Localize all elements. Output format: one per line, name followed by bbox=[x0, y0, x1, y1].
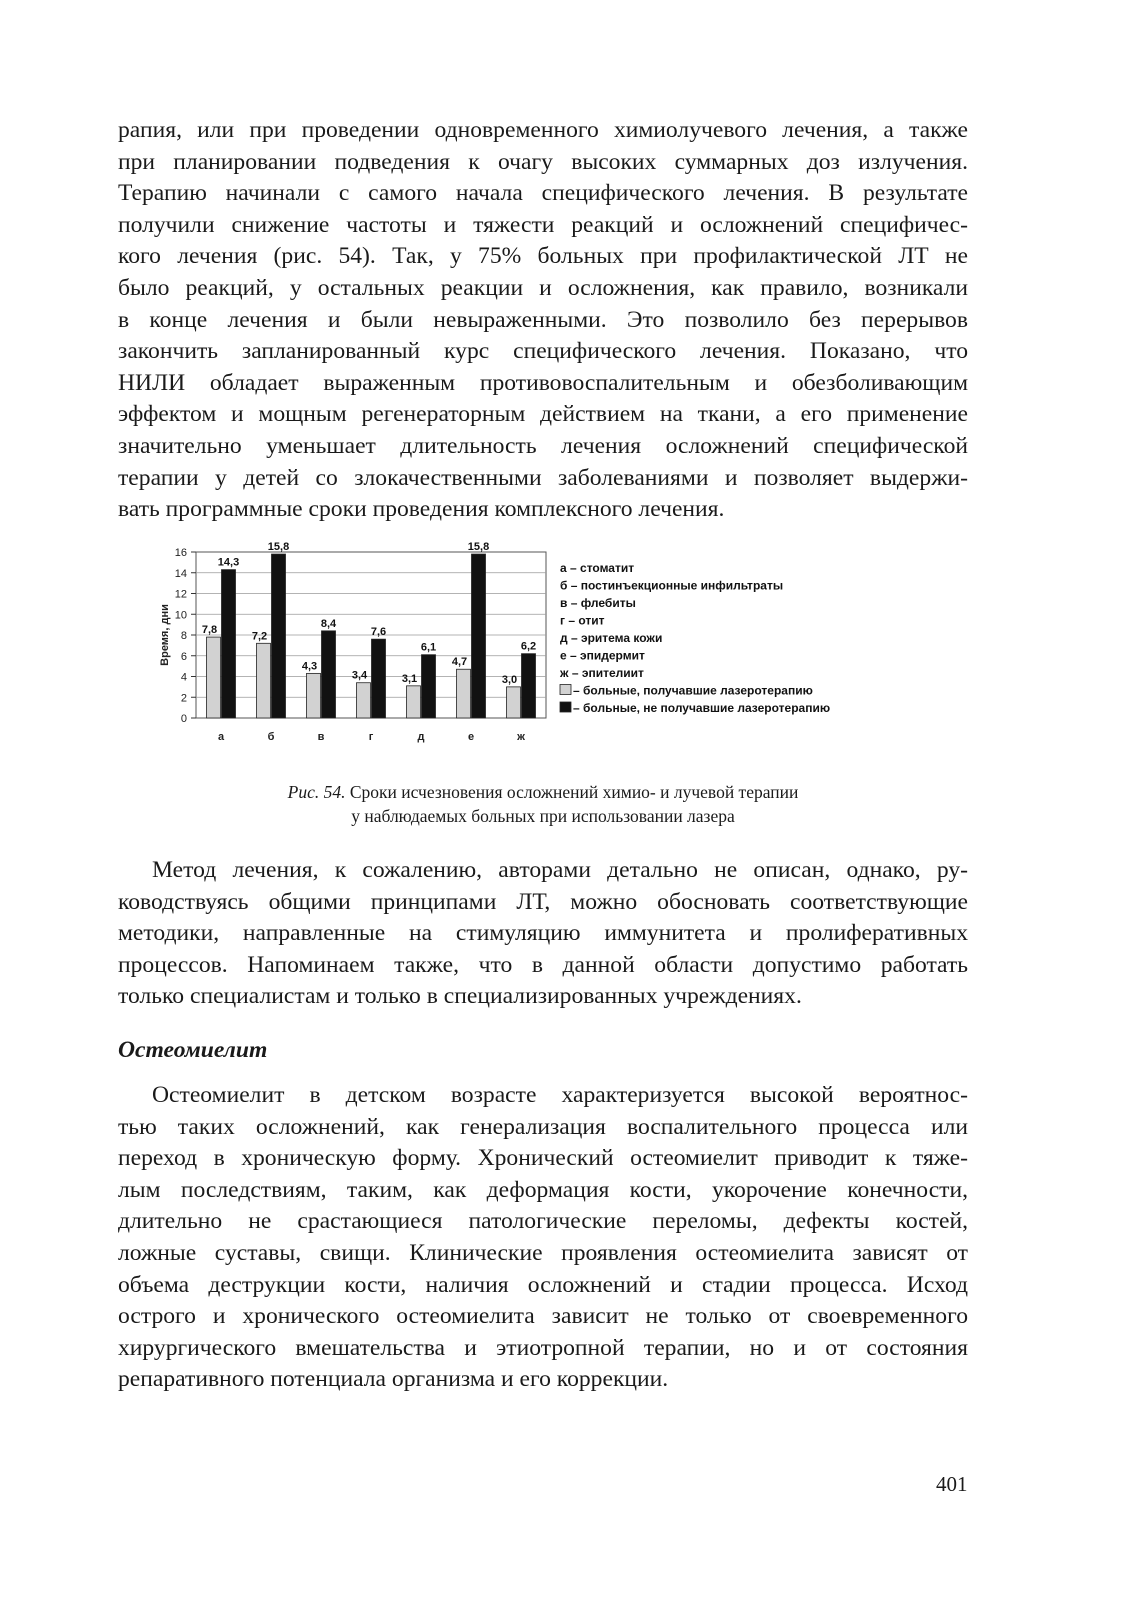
text-line: закончить запланированный курс специфического лечения. Показано, что bbox=[118, 338, 968, 365]
data-label: 7,6 bbox=[370, 626, 387, 639]
data-label: 15,8 bbox=[467, 541, 490, 554]
data-label: 8,4 bbox=[320, 617, 337, 630]
text-line: получили снижение частоты и тяжести реакций и осложнений специфичес- bbox=[118, 211, 968, 238]
x-tick-label: в bbox=[317, 731, 325, 743]
caption-line-2: у наблюдаемых больных при использовании лазера bbox=[351, 806, 735, 826]
bar bbox=[307, 673, 321, 718]
bar-chart bbox=[150, 532, 910, 752]
y-tick-label: 12 bbox=[174, 588, 187, 601]
legend-category: а – стоматит bbox=[560, 561, 635, 575]
text-line: острого и хронического остеомиелита зависит не только от своевременного bbox=[118, 1303, 968, 1330]
data-label: 7,2 bbox=[251, 630, 268, 643]
section-heading: Остеомиелит bbox=[118, 1037, 268, 1063]
text-line: значительно уменьшает длительность лечения осложнений специфической bbox=[118, 432, 968, 459]
text-line: объема деструкции кости, наличия осложнений и стадии процесса. Исход bbox=[118, 1271, 968, 1298]
text-line: ложные суставы, свищи. Клинические проявления остеомиелита зависят от bbox=[118, 1239, 968, 1266]
text-line: при планировании подведения к очагу высоких суммарных доз излучения. bbox=[118, 148, 968, 175]
bar bbox=[522, 654, 536, 718]
legend-swatch bbox=[560, 685, 571, 695]
data-label: 6,2 bbox=[520, 640, 537, 653]
y-tick-label: 2 bbox=[180, 692, 187, 705]
bar bbox=[457, 669, 471, 718]
bar bbox=[322, 631, 336, 718]
data-label: 4,3 bbox=[301, 660, 318, 673]
data-label: 15,8 bbox=[267, 541, 290, 554]
figure-caption bbox=[118, 780, 968, 828]
text-line: длительно не срастающиеся патологические переломы, дефекты костей, bbox=[118, 1208, 968, 1235]
y-tick-label: 0 bbox=[180, 713, 187, 725]
data-label: 14,3 bbox=[217, 556, 240, 569]
data-label: 7,8 bbox=[201, 624, 218, 637]
text-line: вать программные сроки проведения комплексного лечения. bbox=[118, 496, 725, 523]
legend-swatch bbox=[560, 702, 571, 712]
bar bbox=[372, 639, 386, 718]
legend-series-label: – больные, получавшие лазеротерапию bbox=[573, 683, 813, 698]
y-tick-label: 16 bbox=[174, 547, 187, 559]
legend-category: е – эпидермит bbox=[560, 648, 645, 663]
paragraph-3 bbox=[118, 1080, 968, 1396]
text-line: НИЛИ обладает выраженным противовоспалительным и обезболивающим bbox=[118, 369, 968, 396]
text-line: процессов. Напоминаем также, что в данной области допустимо работать bbox=[118, 951, 968, 978]
legend-category: б – постинъекционные инфильтраты bbox=[560, 578, 784, 593]
data-label: 3,1 bbox=[401, 672, 418, 685]
chart-plot-area bbox=[159, 541, 546, 743]
page-number: 401 bbox=[936, 1472, 968, 1496]
legend-category: ж – эпителиит bbox=[560, 666, 644, 680]
x-tick-label: б bbox=[267, 731, 275, 743]
paragraph-1 bbox=[118, 115, 968, 526]
text-line: методики, направленные на стимуляцию иммунитета и пролиферативных bbox=[118, 920, 968, 947]
text-line: эффектом и мощным регенераторным действием на ткани, а его применение bbox=[118, 401, 968, 428]
bar bbox=[507, 687, 521, 718]
bar bbox=[422, 655, 436, 718]
paragraph-2 bbox=[118, 855, 968, 1013]
text-line: только специалистам и только в специализированных учреждениях. bbox=[118, 983, 802, 1010]
legend-category: д – эритема кожи bbox=[560, 631, 663, 645]
y-tick-label: 14 bbox=[174, 567, 187, 580]
text-line: терапии у детей со злокачественными заболеваниями и позволяет выдержи- bbox=[118, 464, 968, 491]
text-line: переход в хроническую форму. Хронический остеомиелит приводит к тяже- bbox=[118, 1145, 968, 1172]
bar bbox=[472, 554, 486, 718]
y-axis-label: Время, дни bbox=[159, 604, 171, 666]
text-line: тью таких осложнений, как генерализация воспалительного процесса или bbox=[118, 1113, 968, 1140]
bar bbox=[257, 643, 271, 718]
text-line: кого лечения (рис. 54). Так, у 75% больных при профилактической ЛТ не bbox=[118, 243, 968, 270]
chart-legend bbox=[559, 561, 830, 715]
y-tick-label: 6 bbox=[180, 650, 187, 663]
text-line: хирургического вмешательства и этиотропной терапии, но и от состояния bbox=[118, 1334, 968, 1361]
caption-figure-number: Рис. 54. bbox=[287, 782, 346, 802]
bar bbox=[207, 637, 221, 718]
text-line: лым последствиям, таким, как деформация кости, укорочение конечности, bbox=[118, 1176, 968, 1203]
text-line: Терапию начинали с самого начала специфического лечения. В результате bbox=[118, 180, 968, 207]
data-label: 3,4 bbox=[351, 669, 368, 682]
x-tick-label: е bbox=[467, 731, 475, 743]
text-line: Остеомиелит в детском возрасте характеризуется высокой вероятнос- bbox=[152, 1082, 968, 1108]
data-label: 6,1 bbox=[420, 641, 437, 654]
text-line: рапия, или при проведении одновременного химиолучевого лечения, а также bbox=[118, 117, 968, 143]
text-line: ководствуясь общими принципами ЛТ, можно обосновать соответствующие bbox=[118, 888, 968, 915]
y-tick-label: 4 bbox=[180, 671, 187, 684]
legend-series-label: – больные, не получавшие лазеротерапию bbox=[573, 701, 831, 715]
text-line: репаративного потенциала организма и его коррекции. bbox=[118, 1366, 669, 1393]
bar bbox=[357, 683, 371, 718]
text-line: Метод лечения, к сожалению, авторами детально не описан, однако, ру- bbox=[152, 857, 968, 883]
caption-line-1: Сроки исчезновения осложнений химио- и лучевой терапии bbox=[345, 782, 799, 802]
bar bbox=[272, 554, 286, 718]
data-label: 4,7 bbox=[451, 656, 468, 669]
bar bbox=[222, 570, 236, 718]
x-tick-label: д bbox=[417, 731, 425, 743]
x-tick-label: а bbox=[217, 731, 225, 743]
x-tick-label: г bbox=[368, 731, 374, 743]
bar bbox=[407, 686, 421, 718]
y-tick-label: 10 bbox=[174, 609, 187, 622]
text-line: в конце лечения и были невыраженными. Это позволило без перерывов bbox=[118, 306, 968, 333]
legend-category: в – флебиты bbox=[560, 596, 636, 610]
x-tick-label: ж bbox=[517, 731, 525, 743]
legend-category: г – отит bbox=[560, 613, 605, 628]
text-line: было реакций, у остальных реакции и осложнения, как правило, возникали bbox=[118, 274, 968, 301]
data-label: 3,0 bbox=[501, 673, 518, 686]
y-tick-label: 8 bbox=[180, 630, 187, 642]
